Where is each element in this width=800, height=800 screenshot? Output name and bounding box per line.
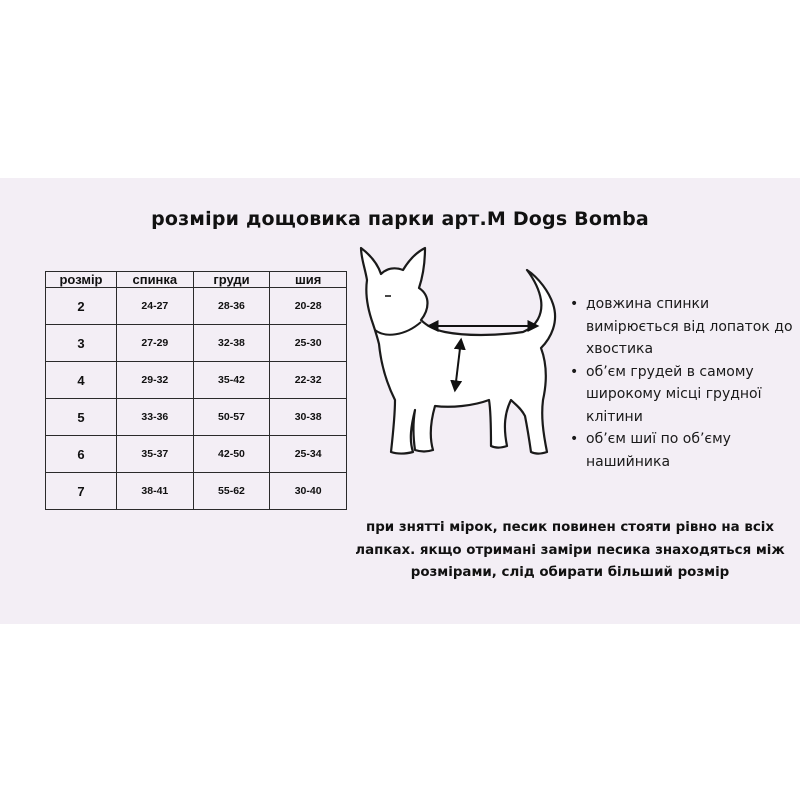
table-row — [46, 362, 347, 399]
bullet-icon: • — [570, 431, 579, 447]
neck-cell: 25-34 — [270, 436, 347, 473]
size-cell: 5 — [46, 399, 117, 436]
chest-cell: 55-62 — [193, 473, 270, 510]
size-cell: 2 — [46, 288, 117, 325]
bullet-icon: • — [570, 296, 579, 312]
back-cell: 29-32 — [117, 362, 194, 399]
chest-cell: 35-42 — [193, 362, 270, 399]
back-cell: 27-29 — [117, 325, 194, 362]
chest-cell: 28-36 — [193, 288, 270, 325]
header-neck: шия — [270, 272, 347, 288]
note-chest — [568, 361, 793, 429]
chest-cell: 42-50 — [193, 436, 270, 473]
table-row — [46, 473, 347, 510]
note-text: об’єм грудей в самому широкому місці грудної клітини — [586, 363, 762, 425]
measuring-instructions: при знятті мірок, песик повинен стояти рівно на всіх лапках. якщо отримані заміри песика знаходяться між розмірами, слід обирати більший розмір — [355, 520, 785, 580]
chest-cell: 32-38 — [193, 325, 270, 362]
size-cell: 3 — [46, 325, 117, 362]
table-row — [46, 288, 347, 325]
header-size: розмір — [46, 272, 117, 288]
header-back: спинка — [117, 272, 194, 288]
note-neck — [568, 428, 793, 473]
header-chest: груди — [193, 272, 270, 288]
page-title: розміри дощовика парки арт.M Dogs Bomba — [151, 208, 649, 230]
back-cell: 38-41 — [117, 473, 194, 510]
size-cell: 4 — [46, 362, 117, 399]
table-row — [46, 325, 347, 362]
back-cell: 35-37 — [117, 436, 194, 473]
dog-silhouette-icon — [361, 248, 555, 454]
back-cell: 33-36 — [117, 399, 194, 436]
note-text: об’єм шиї по об’єму нашийника — [586, 431, 731, 470]
measurement-notes — [568, 293, 793, 473]
bullet-icon: • — [570, 363, 579, 380]
size-cell: 7 — [46, 473, 117, 510]
note-text: довжина спинки вимірюється від лопаток до хвостика — [586, 296, 793, 357]
dog-measurement-illustration — [355, 240, 570, 470]
neck-cell: 30-40 — [270, 473, 347, 510]
table-header-row — [46, 272, 347, 288]
neck-cell: 22-32 — [270, 362, 347, 399]
neck-cell: 30-38 — [270, 399, 347, 436]
size-cell: 6 — [46, 436, 117, 473]
neck-cell: 20-28 — [270, 288, 347, 325]
chest-cell: 50-57 — [193, 399, 270, 436]
table-row — [46, 436, 347, 473]
size-table — [45, 271, 347, 510]
table-row — [46, 399, 347, 436]
note-back-length — [568, 293, 793, 361]
neck-cell: 25-30 — [270, 325, 347, 362]
back-cell: 24-27 — [117, 288, 194, 325]
